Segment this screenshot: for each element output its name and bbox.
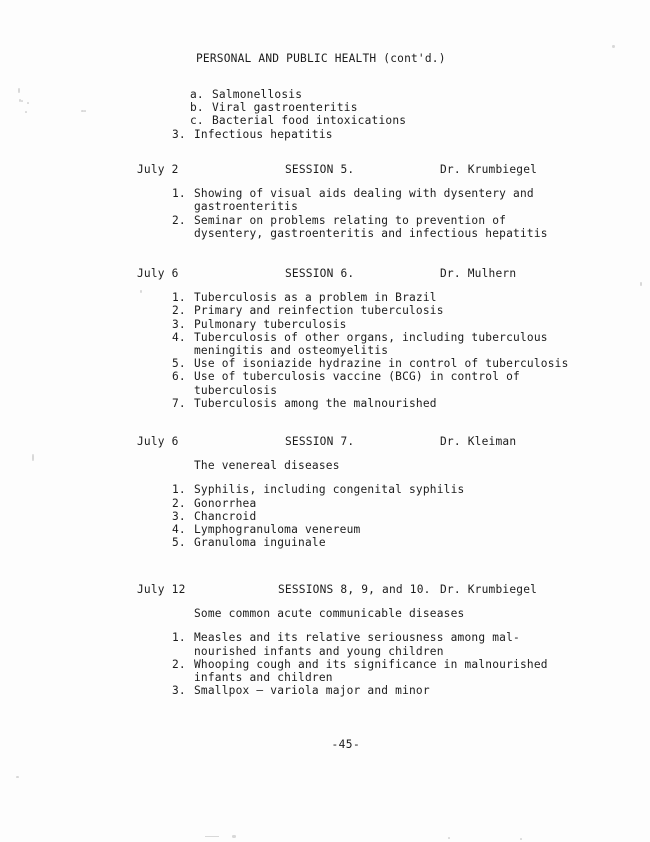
session-lecturer: Dr. Mulhern bbox=[440, 267, 517, 280]
list-item-text: Seminar on problems relating to prevention of bbox=[194, 213, 507, 227]
page-number-text: -45- bbox=[331, 738, 361, 752]
list-marker-c: c. bbox=[190, 114, 204, 128]
list-marker-5: 5. bbox=[172, 536, 186, 550]
session-lecturer: Dr. Krumbiegel bbox=[440, 583, 538, 596]
session-date: July 2 bbox=[137, 163, 179, 176]
scan-artifact bbox=[84, 110, 86, 112]
scan-artifact bbox=[520, 838, 522, 840]
list-item-continuation: nourished infants and young children bbox=[194, 644, 444, 658]
scan-artifact bbox=[25, 111, 27, 113]
session-lecturer: Dr. Kleiman bbox=[440, 435, 517, 448]
list-item-text: Whooping cough and its significance in malnourished bbox=[194, 657, 548, 671]
scan-artifact bbox=[16, 776, 19, 778]
session-title: SESSION 5. bbox=[285, 163, 355, 176]
list-item-continuation: tuberculosis bbox=[194, 383, 278, 397]
list-marker-1: 1. bbox=[172, 187, 186, 201]
list-item-continuation: meningitis and osteomyelitis bbox=[194, 344, 389, 357]
list-marker-6: 6. bbox=[172, 370, 186, 384]
scan-artifact bbox=[27, 102, 29, 104]
scan-artifact bbox=[32, 454, 34, 461]
list-item-text: Infectious hepatitis bbox=[194, 127, 333, 141]
list-item-text: Measles and its relative seriousness among mal- bbox=[194, 631, 520, 645]
list-item-text: Use of tuberculosis vaccine (BCG) in control of bbox=[194, 370, 520, 384]
scan-artifact bbox=[448, 837, 450, 839]
list-item-text: Granuloma inguinale bbox=[194, 536, 326, 550]
scan-artifact bbox=[205, 836, 219, 837]
list-marker-2: 2. bbox=[172, 657, 186, 671]
list-item-text: Salmonellosis bbox=[212, 88, 303, 101]
scan-artifact bbox=[612, 45, 615, 48]
list-item-text: Showing of visual aids dealing with dysentery and bbox=[194, 187, 534, 201]
list-item-text: Tuberculosis among the malnourished bbox=[194, 396, 437, 410]
session-intro: Some common acute communicable diseases bbox=[194, 607, 465, 621]
session-date: July 6 bbox=[137, 267, 179, 280]
list-item-text: Bacterial food intoxications bbox=[212, 114, 407, 128]
list-marker-b: b. bbox=[190, 101, 204, 115]
session-title: SESSION 7. bbox=[285, 435, 355, 448]
session-lecturer: Dr. Krumbiegel bbox=[440, 163, 538, 176]
list-item-text: Lymphogranuloma venereum bbox=[194, 523, 361, 536]
list-marker-4: 4. bbox=[172, 330, 186, 344]
list-marker-4: 4. bbox=[172, 523, 186, 536]
list-item-text: Gonorrhea bbox=[194, 496, 257, 510]
list-marker-2: 2. bbox=[172, 496, 186, 510]
scan-artifact bbox=[140, 290, 142, 293]
list-item-text: Smallpox — variola major and minor bbox=[194, 684, 430, 698]
list-item-text: Primary and reinfection tuberculosis bbox=[194, 304, 444, 318]
list-item-text: Use of isoniazide hydrazine in control of tuberculosis bbox=[194, 357, 569, 371]
list-marker-5: 5. bbox=[172, 357, 186, 371]
list-item-text: Syphilis, including congenital syphilis bbox=[194, 483, 465, 497]
scan-artifact bbox=[232, 835, 236, 838]
session-date: July 6 bbox=[137, 435, 179, 448]
list-marker-3: 3. bbox=[172, 684, 186, 698]
list-item-continuation: dysentery, gastroenteritis and infectious hepatitis bbox=[194, 226, 548, 240]
scan-artifact bbox=[18, 88, 20, 93]
list-item-text: Tuberculosis of other organs, including tuberculous bbox=[194, 330, 548, 344]
list-item-continuation: infants and children bbox=[194, 671, 333, 684]
scan-artifact bbox=[21, 100, 23, 102]
list-marker-2: 2. bbox=[172, 213, 186, 227]
list-marker-7: 7. bbox=[172, 396, 186, 410]
list-marker-a: a. bbox=[190, 88, 204, 101]
list-marker-3: 3. bbox=[172, 317, 186, 331]
list-marker-1: 1. bbox=[172, 483, 186, 497]
session-date: July 12 bbox=[137, 583, 186, 596]
list-marker-1: 1. bbox=[172, 291, 186, 305]
list-item-text: Viral gastroenteritis bbox=[212, 101, 358, 115]
list-item-text: Chancroid bbox=[194, 509, 257, 523]
session-title: SESSION 6. bbox=[285, 267, 355, 280]
list-marker-3: 3. bbox=[172, 127, 186, 141]
page-header: PERSONAL AND PUBLIC HEALTH (cont'd.) bbox=[196, 52, 446, 65]
list-marker-2: 2. bbox=[172, 304, 186, 318]
list-item-continuation: gastroenteritis bbox=[194, 200, 299, 214]
session-intro: The venereal diseases bbox=[194, 459, 340, 473]
session-title: SESSIONS 8, 9, and 10. bbox=[278, 583, 431, 596]
page-number bbox=[0, 725, 650, 765]
list-marker-3: 3. bbox=[172, 509, 186, 523]
scan-artifact bbox=[640, 282, 642, 286]
list-marker-1: 1. bbox=[172, 631, 186, 645]
list-item-text: Pulmonary tuberculosis bbox=[194, 317, 347, 331]
list-item-text: Tuberculosis as a problem in Brazil bbox=[194, 291, 437, 305]
